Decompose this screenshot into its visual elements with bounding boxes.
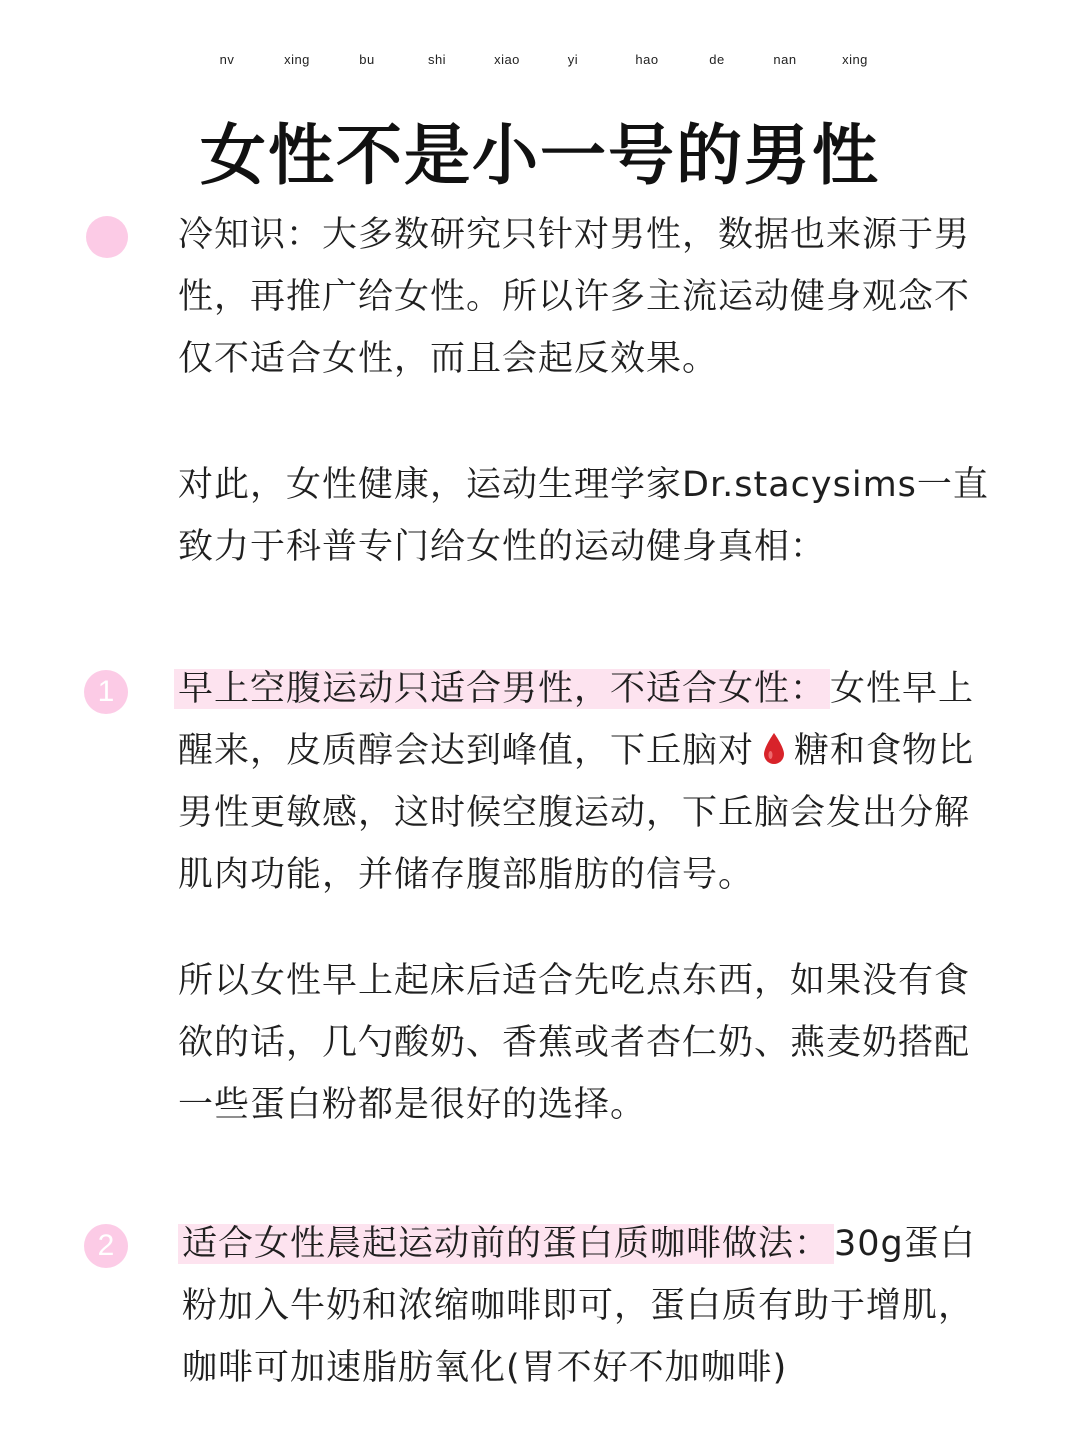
pinyin-syllable: de [709, 52, 725, 67]
point-1-number-badge: 1 [84, 670, 128, 714]
point-1-paragraph [178, 658, 990, 906]
title-pinyin-row [192, 52, 892, 72]
pinyin-syllable: nv [219, 52, 235, 67]
pinyin-syllable: xiao [494, 52, 520, 67]
point-1-highlight: 早上空腹运动只适合男性，不适合女性： [174, 669, 830, 709]
point-2-number-badge: 2 [84, 1224, 128, 1268]
pinyin-syllable: hao [635, 52, 659, 67]
pinyin-syllable: xing [842, 52, 868, 67]
pinyin-syllable: yi [567, 52, 579, 67]
pinyin-syllable: shi [427, 52, 447, 67]
point-2-highlight: 适合女性晨起运动前的蛋白质咖啡做法： [178, 1224, 834, 1264]
pinyin-syllable: xing [284, 52, 310, 67]
intro-paragraph: 冷知识：大多数研究只针对男性，数据也来源于男性，再推广给女性。所以许多主流运动健身观念不仅不适合女性，而且会起反效果。 [178, 215, 971, 379]
point-1-body-start: 女性早上醒来，皮质醇会达到峰值，下丘脑对 [178, 669, 975, 771]
pinyin-syllable: nan [773, 52, 797, 67]
point-2-paragraph [182, 1213, 994, 1399]
page-title: 女性不是小一号的男性 [200, 117, 880, 195]
point-1-body-end: 糖和食物比男性更敏感，这时候空腹运动，下丘脑会发出分解肌肉功能，并储存腹部脂肪的信号。 [178, 731, 975, 895]
blood-drop-icon [762, 732, 786, 766]
bullet-dot-intro [86, 216, 128, 258]
point-2-body: 30g蛋白粉加入牛奶和浓缩咖啡即可，蛋白质有助于增肌，咖啡可加速脂肪氧化(胃不好不加咖啡) [182, 1224, 976, 1388]
context-paragraph: 对此，女性健康，运动生理学家Dr.stacysims一直致力于科普专门给女性的运动健身真相： [178, 465, 989, 567]
pinyin-syllable: bu [359, 52, 375, 67]
point-1-followup-paragraph: 所以女性早上起床后适合先吃点东西，如果没有食欲的话，几勺酸奶、香蕉或者杏仁奶、燕麦奶搭配一些蛋白粉都是很好的选择。 [178, 961, 971, 1125]
